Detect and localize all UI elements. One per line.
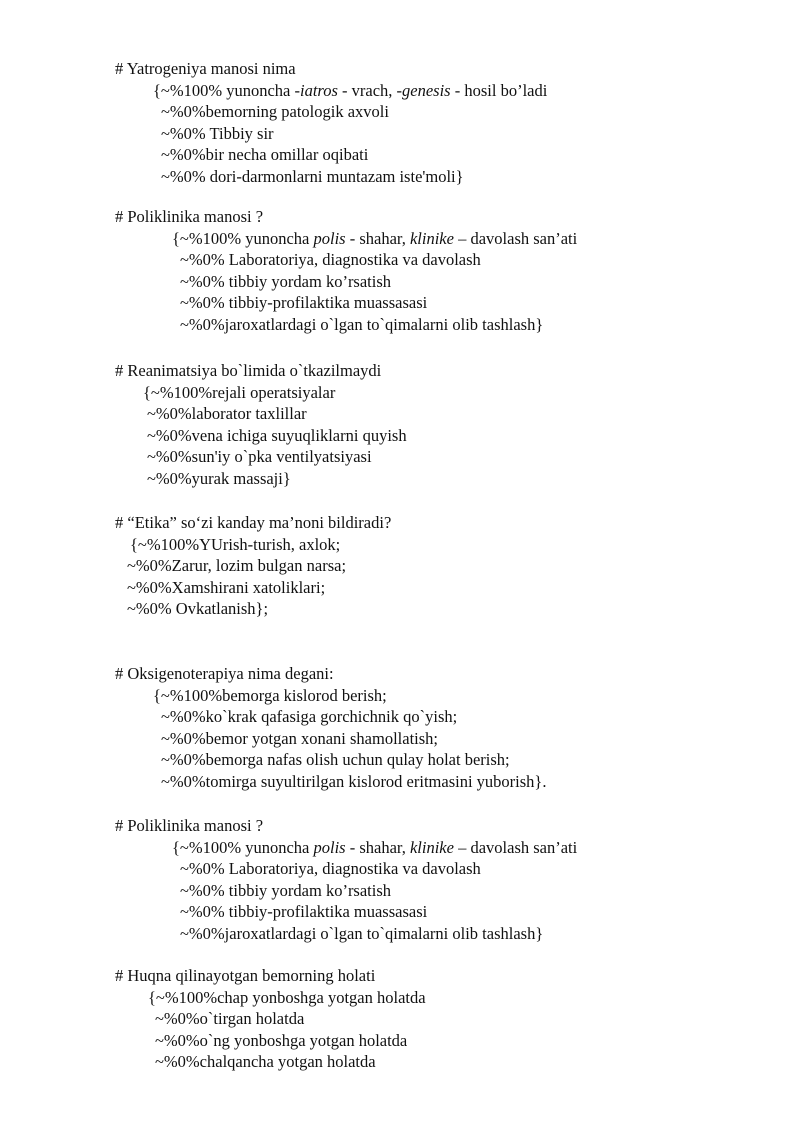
answer-option: ~%0%vena ichiga suyuqliklarni quyish (147, 425, 407, 445)
correct-answer: {~%100%YUrish-turish, axlok; (130, 534, 341, 554)
answer-option: ~%0%jaroxatlardagi o`lgan to`qimalarni olib tashlash} (180, 923, 544, 943)
question-block-6 (115, 815, 775, 945)
correct-answer: {~%100%rejali operatsiyalar (143, 382, 336, 402)
answer-option: ~%0%chalqancha yotgan holatda (155, 1052, 376, 1072)
question-text: # Poliklinika manosi ? (115, 207, 264, 226)
question-block-4 (115, 512, 775, 620)
answer-option: ~%0% dori-darmonlarni muntazam iste'moli} (161, 166, 464, 186)
answer-option: ~%0%tomirga suyultirilgan kislorod eritmasini yuborish}. (161, 771, 547, 791)
answer-option: ~%0%Zarur, lozim bulgan narsa; (127, 556, 347, 576)
correct-answer: {~%100% yunoncha polis - shahar, klinike – davolash san’ati (172, 837, 578, 857)
answer-option: ~%0%laborator taxlillar (147, 404, 307, 424)
question-block-5 (115, 663, 775, 793)
answer-option: ~%0%bemorga nafas olish uchun qulay holat berish; (161, 750, 510, 770)
answer-option: ~%0% tibbiy-profilaktika muassasasi (180, 902, 428, 922)
answer-option: ~%0%bemorning patologik axvoli (161, 102, 389, 122)
answer-option: ~%0%o`ng yonboshga yotgan holatda (155, 1030, 408, 1050)
question-block-2 (115, 206, 775, 336)
question-block-1 (115, 58, 775, 188)
question-text: # “Etika” so‘zi kanday ma’noni bildiradi? (115, 513, 392, 532)
answer-option: ~%0%yurak massaji} (147, 468, 291, 488)
answer-option: ~%0% tibbiy-profilaktika muassasasi (180, 293, 428, 313)
answer-option: ~%0%sun'iy o`pka ventilyatsiyasi (147, 447, 372, 467)
answer-option: ~%0% Laboratoriya, diagnostika va davolash (180, 859, 481, 879)
answer-option: ~%0%o`tirgan holatda (155, 1009, 305, 1029)
answer-option: ~%0%bir necha omillar oqibati (161, 145, 369, 165)
correct-answer: {~%100% yunoncha polis - shahar, klinike – davolash san’ati (172, 228, 578, 248)
answer-option: ~%0% Tibbiy sir (161, 123, 274, 143)
question-text: # Yatrogeniya manosi nima (115, 59, 296, 78)
answer-option: ~%0% tibbiy yordam ko’rsatish (180, 880, 392, 900)
question-block-3 (115, 360, 775, 490)
answer-option: ~%0%jaroxatlardagi o`lgan to`qimalarni olib tashlash} (180, 314, 544, 334)
correct-answer: {~%100%bemorga kislorod berish; (153, 685, 387, 705)
answer-option: ~%0% tibbiy yordam ko’rsatish (180, 271, 392, 291)
answer-option: ~%0%bemor yotgan xonani shamollatish; (161, 728, 439, 748)
question-text: # Poliklinika manosi ? (115, 816, 264, 835)
question-text: # Reanimatsiya bo`limida o`tkazilmaydi (115, 361, 382, 380)
answer-option: ~%0%Xamshirani xatoliklari; (127, 577, 326, 597)
answer-option: ~%0% Laboratoriya, diagnostika va davolash (180, 250, 481, 270)
question-text: # Huqna qilinayotgan bemorning holati (115, 966, 376, 985)
question-block-7 (115, 965, 775, 1073)
question-text: # Oksigenoterapiya nima degani: (115, 664, 334, 683)
correct-answer: {~%100% yunoncha -iatros - vrach, -genesis - hosil bo’ladi (153, 80, 548, 100)
answer-option: ~%0% Ovkatlanish}; (127, 599, 269, 619)
correct-answer: {~%100%chap yonboshga yotgan holatda (148, 987, 426, 1007)
answer-option: ~%0%ko`krak qafasiga gorchichnik qo`yish; (161, 707, 458, 727)
